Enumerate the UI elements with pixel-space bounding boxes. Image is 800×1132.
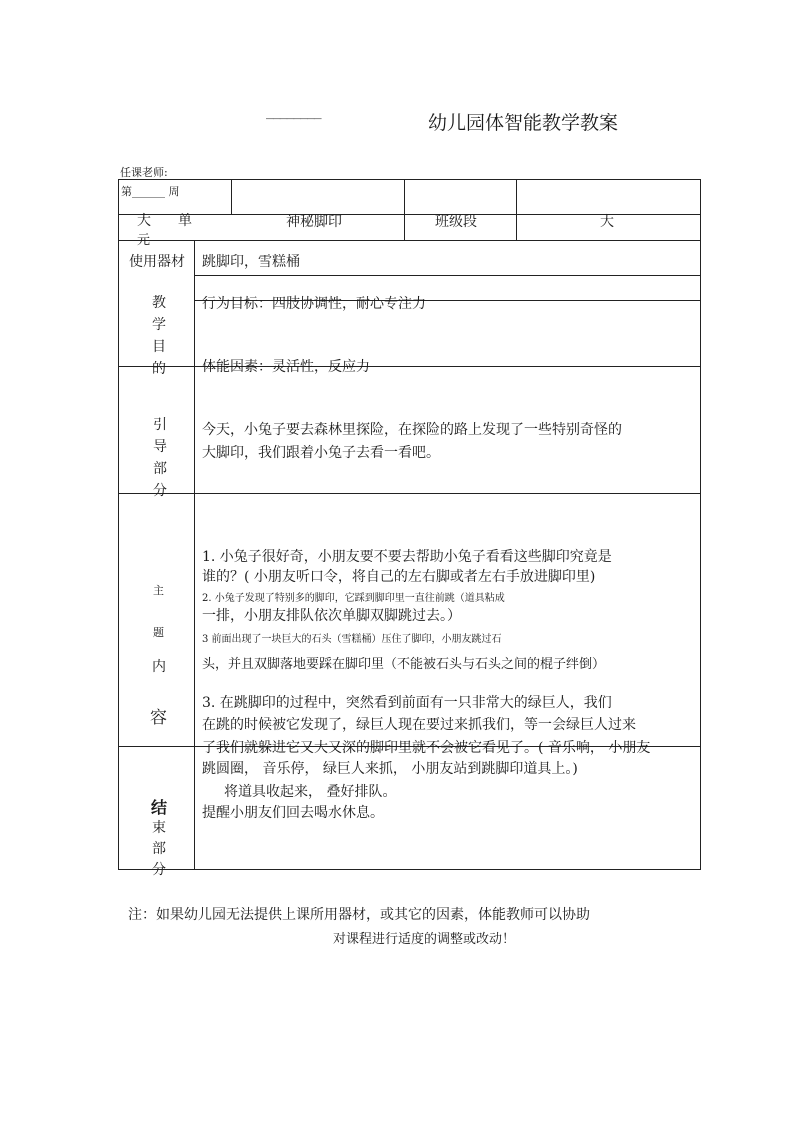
week-field: 第______ 周 — [121, 185, 180, 198]
main-p1-line-2: 谁的？( 小朋友听口令，将自己的左右脚或者左右手放进脚印里) — [202, 569, 596, 585]
main-p2-line-1: 2. 小兔子发现了特别多的脚印，它踩到脚印里一直往前跳（道具粘成 — [202, 593, 505, 604]
ending-label: 结 束 部 分 — [150, 798, 167, 878]
goals-label: 教 学 目 的 — [152, 295, 166, 377]
unit-value: 神秘脚印 — [286, 214, 342, 230]
grade-label: 班级段 — [435, 214, 477, 230]
unit-label-char-2: 单 — [178, 213, 192, 229]
intro-line-2: 大脚印，我们跟着小兔子去看一看吧。 — [202, 445, 440, 461]
main-p3-line-1: 3 前面出现了一块巨大的石头（雪糕桶）压住了脚印，小朋友跳过石 — [202, 634, 502, 645]
equipment-value: 跳脚印，雪糕桶 — [202, 254, 300, 270]
main-p4-line-4: 跳圆圈， 音乐停， 绿巨人来抓， 小朋友站到跳脚印道具上。) — [202, 761, 578, 777]
teacher-label: 任课老师: — [120, 166, 168, 179]
page-title: 幼儿园体智能教学教案 — [428, 112, 619, 134]
main-p1-line-1: 1. 小兔子很好奇，小朋友要不要去帮助小兔子看看这些脚印究竟是 — [202, 549, 612, 565]
main-label-char-3: 内 — [152, 659, 166, 675]
intro-label: 引 导 部 分 — [153, 417, 167, 499]
main-label-char-4: 容 — [150, 708, 167, 728]
ending-line-2: 提醒小朋友们回去喝水休息。 — [202, 805, 384, 821]
behavior-goal: 行为目标：四肢协调性，耐心专注力 — [202, 296, 426, 312]
intro-line-1: 今天，小兔子要去森林里探险，在探险的路上发现了一些特别奇怪的 — [202, 422, 622, 438]
main-label-char-2: 题 — [153, 626, 164, 639]
unit-label-char-1: 大 — [137, 213, 151, 229]
main-p3-line-2: 头，并且双脚落地要踩在脚印里（不能被石头与石头之间的棍子绊倒） — [202, 657, 606, 672]
main-p2-line-2: 一排，小朋友排队依次单脚双脚跳过去。） — [202, 608, 461, 624]
main-p4-line-2: 在跳的时候被它发现了，绿巨人现在要过来抓我们，等一会绿巨人过来 — [202, 717, 636, 733]
ending-line-1: 将道具收起来， 叠好排队。 — [224, 784, 397, 800]
main-label-char-1: 主 — [153, 584, 164, 597]
note-line-2: 对课程进行适度的调整或改动！ — [333, 932, 516, 947]
main-p4-line-1: 3. 在跳脚印的过程中，突然看到前面有一只非常大的绿巨人，我们 — [202, 695, 612, 711]
note-line-1: 注：如果幼儿园无法提供上课所用器材，或其它的因素，体能教师可以协助 — [128, 907, 590, 923]
title-blank-line: ________ — [266, 105, 321, 120]
unit-label-char-3: 元 — [137, 233, 151, 248]
equipment-label: 使用器材 — [129, 254, 185, 270]
grade-value: 大 — [600, 214, 614, 230]
physical-factors: 体能因素：灵活性，反应力 — [202, 359, 370, 375]
main-p4-line-3: 了我们就躲进它又大又深的脚印里就不会被它看见了。( 音乐响， 小朋友 — [202, 740, 651, 756]
